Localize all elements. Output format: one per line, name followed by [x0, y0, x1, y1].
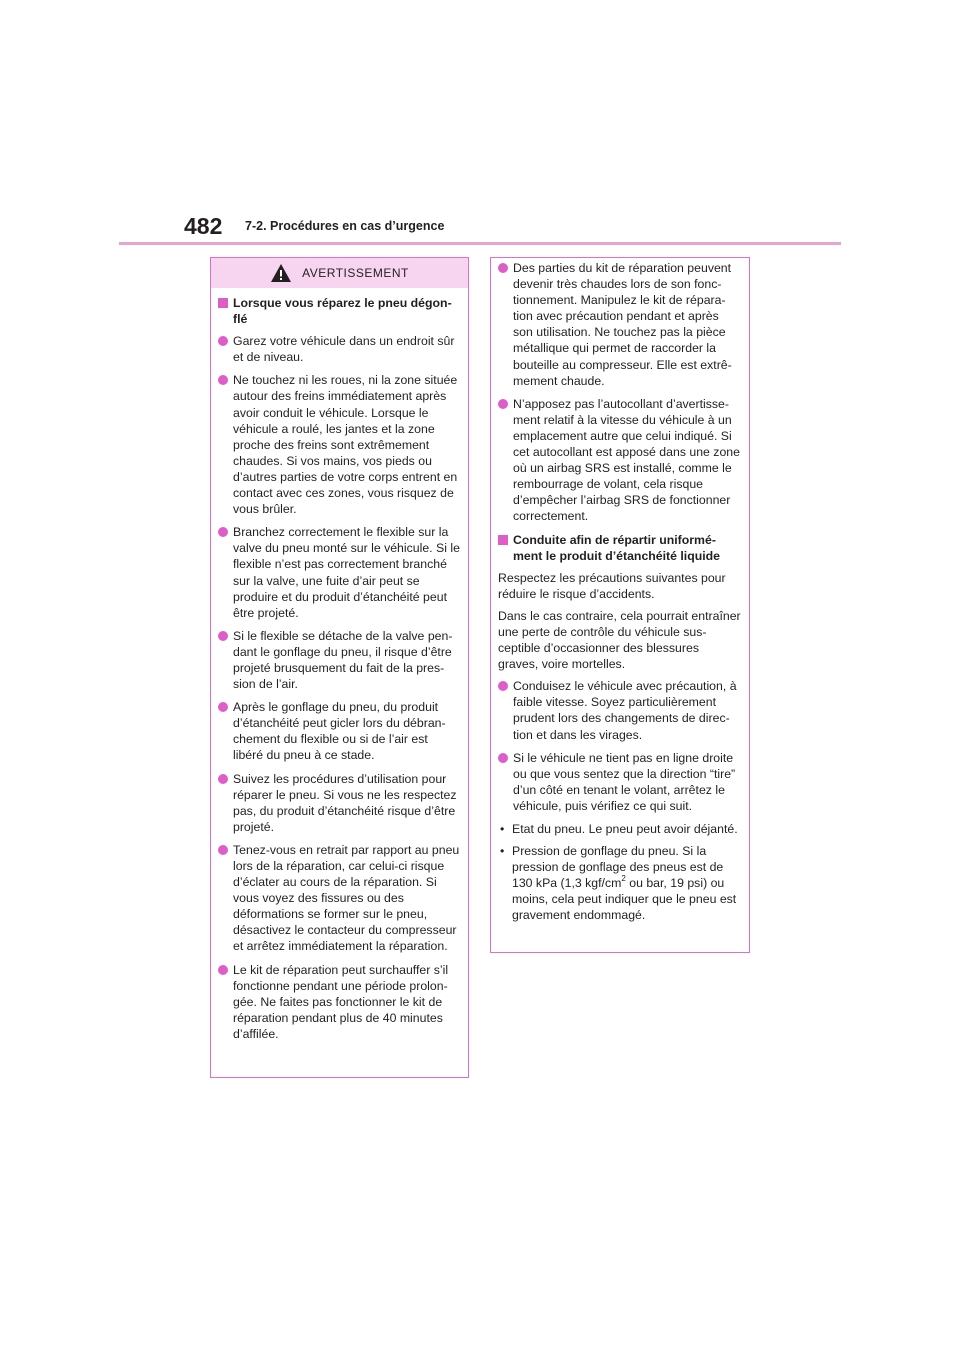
paragraph: Dans le cas contraire, cela pourrait entraîner une perte de contrôle du véhicule susceptible d’occasionner des blessures graves, voire mortelles. — [498, 608, 741, 672]
page-number: 482 — [184, 213, 223, 239]
dash-text: Etat du pneu. Le pneu peut avoir déjanté. — [512, 822, 738, 836]
bullet-text: Ne touchez ni les roues, ni la zone située autour des freins immédiatement après avoir conduit le véhicule. Lorsque le véhicule a roulé, les jantes et la zone proche des freins sont extrêmement chaudes. Si vos mains, vos pieds ou d’autres parties de votre corps entrent en contact avec ces zones, vous risquez de vous brûler. — [233, 373, 458, 517]
bullet-dot-icon — [218, 631, 228, 641]
bullet-text: Conduisez le véhicule avec précaution, à faible vitesse. Soyez particulièrement prudent lors des changements de direction et dans les virages. — [513, 679, 737, 742]
square-bullet-icon — [218, 298, 228, 308]
bullet-dot-icon — [498, 399, 508, 409]
bullet-dot-icon — [498, 681, 508, 691]
dash-marker: • — [500, 822, 505, 836]
bullet-text: N’apposez pas l’autocollant d’avertissement relatif à la vitesse du véhicule à un emplacement autre que celui indiqué. Si cet autocollant est apposé dans une zone où un airbag SRS est installé, comme le rembourrage de volant, cela risque d’empêcher l’airbag SRS de fonctionner correctement. — [513, 396, 740, 524]
warning-box-left — [210, 257, 469, 1078]
warning-box-right — [490, 257, 750, 953]
bullet-item — [218, 628, 460, 692]
section-heading — [218, 295, 460, 327]
bullet-text: Des parties du kit de réparation peuvent devenir très chaudes lors de son fonctionnement. Manipulez le kit de réparation avec précaution pendant et après son utilisation. Ne touchez pas la pièce métallique qui permet de raccorder la bouteille au compresseur. Elle est extrêmement chaude. — [513, 261, 732, 388]
bullet-dot-icon — [218, 965, 228, 975]
warning-label: AVERTISSEMENT — [302, 266, 409, 280]
warning-body-right — [491, 258, 749, 924]
bullet-text: Tenez-vous en retrait par rapport au pneu lors de la réparation, car celui-ci risque d’éclater au cours de la réparation. Si vous voyez des fissures ou des déformations se former sur le pneu, désactivez le contacteur du compresseur et arrêtez immédiatement la réparation. — [233, 842, 460, 954]
bullet-item — [218, 372, 460, 517]
superscript: 2 — [621, 874, 626, 884]
bullet-item — [218, 771, 460, 835]
dash-item — [498, 821, 741, 837]
bullet-item — [218, 699, 460, 763]
bullet-item — [218, 842, 460, 955]
section-heading-text: Conduite afin de répartir uniformément le produit d’étanchéité liquide — [513, 532, 721, 563]
section-heading-text: Lorsque vous réparez le pneu dégonflé — [233, 296, 452, 327]
bullet-dot-icon — [218, 336, 228, 346]
dash-text — [512, 843, 741, 923]
bullet-item — [218, 524, 460, 621]
bullet-text: Le kit de réparation peut surchauffer s’il fonctionne pendant une période prolongée. Ne faites pas fonctionner le kit de réparation pendant plus de 40 minutes d’affilée. — [233, 962, 449, 1041]
warning-triangle-icon — [270, 263, 292, 283]
paragraph: Respectez les précautions suivantes pour réduire le risque d’accidents. — [498, 570, 726, 601]
dash-text-part: Pression de gonflage du pneu. Si la pression de gonflage des pneus est de 130 kPa (1,3 kgf/cm — [512, 844, 724, 891]
bullet-item — [218, 333, 460, 365]
bullet-item — [498, 260, 741, 389]
bullet-dot-icon — [218, 375, 228, 385]
bullet-text: Garez votre véhicule dans un endroit sûr et de niveau. — [233, 334, 455, 365]
bullet-item — [218, 962, 460, 1042]
bullet-dot-icon — [218, 527, 228, 537]
bullet-text: Branchez correctement le flexible sur la valve du pneu monté sur le véhicule. Si le flexible n’est pas correctement branché sur la valve, une fuite d’air peut se produire et du produit d’étanchéité peut être projeté. — [233, 525, 460, 620]
bullet-dot-icon — [218, 845, 228, 855]
warning-header — [211, 258, 468, 288]
bullet-item — [498, 678, 741, 742]
bullet-text: Si le flexible se détache de la valve pendant le gonflage du pneu, il risque d’être projeté brusquement du fait de la pression de l’air. — [233, 628, 453, 692]
dash-marker: • — [500, 844, 505, 859]
bullet-text: Si le véhicule ne tient pas en ligne droite ou que vous sentez que la direction “tire” d’un côté en tenant le volant, arrêtez le véhicule, puis vérifiez ce qui suit. — [513, 750, 736, 813]
warning-body-left — [211, 288, 468, 1042]
bullet-text: Après le gonflage du pneu, du produit d’étanchéité peut gicler lors du débranchement du flexible ou si de l’air est libéré du pneu à ce stade. — [233, 700, 446, 763]
square-bullet-icon — [498, 535, 508, 545]
header-rule — [119, 242, 841, 245]
bullet-dot-icon — [498, 263, 508, 273]
bullet-text: Suivez les procédures d’utilisation pour réparer le pneu. Si vous ne les respectez pas, du produit d’étanchéité risque d’être projeté. — [233, 771, 457, 834]
section-title: 7-2. Procédures en cas d’urgence — [245, 219, 445, 233]
bullet-dot-icon — [218, 702, 228, 712]
dash-item — [498, 843, 741, 923]
section-heading — [498, 532, 741, 564]
dash-text-part: ou bar, 19 psi) ou moins, cela peut indiquer que le pneu est gravement endommagé. — [512, 876, 737, 923]
bullet-item — [498, 750, 741, 814]
bullet-dot-icon — [218, 774, 228, 784]
bullet-item — [498, 396, 741, 525]
bullet-dot-icon — [498, 753, 508, 763]
